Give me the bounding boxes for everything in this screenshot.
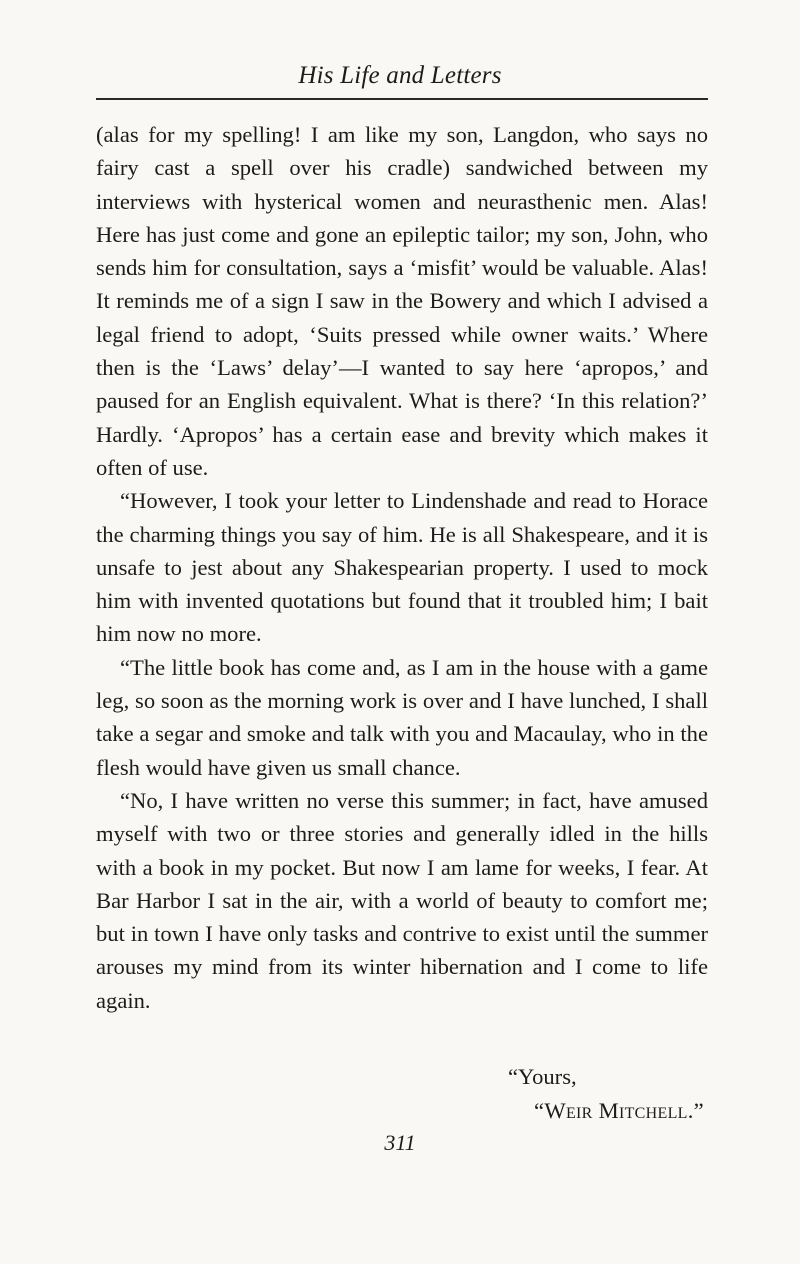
paragraph-1: (alas for my spelling! I am like my son, Langdon, who says no fairy cast a spell over his cradle) sandwiched between my interviews with hysterical women and neurasthenic men. Alas! Here has just come and gone an epileptic tailor; my son, John, who sends him for consultation, says a ‘misfit’ would be valuable. Alas! It reminds me of a sign I saw in the Bowery and which I advised a legal friend to adopt, ‘Suits pressed while owner waits.’ Where then is the ‘Laws’ delay’—I wanted to say here ‘apropos,’ and paused for an English equivalent. What is there? ‘In this relation?’ Hardly. ‘Apropos’ has a certain ease and brevity which makes it often of use. [96,122,708,480]
page-number: 311 [384,1130,416,1155]
running-head: His Life and Letters [298,62,502,89]
paragraph-4: “No, I have written no verse this summer; in fact, have amused myself with two or three stories and generally idled in the hills with a book in my pocket. But now I am lame for weeks, I fear. At Bar Harbor I sat in the air, with a world of beauty to comfort me; but in town I have only tasks and contrive to exist until the summer arouses my mind from its winter hibernation and I come to life again. [96,787,708,1013]
paragraph-3: “The little book has come and, as I am in the house with a game leg, so soon as the morning work is over and I have lunched, I shall take a segar and smoke and talk with you and Macaulay, who in the flesh would have given us small chance. [96,654,708,780]
letter-body [96,118,708,1017]
paragraph-2: “However, I took your letter to Lindenshade and read to Horace the charming things you say of him. He is all Shakespeare, and it is unsafe to jest about any Shakespearian property. I used to mock him with invented quotations but found that it troubled him; I bait him now no more. [96,488,708,647]
signature: “Weir Mitchell.” [534,1098,704,1123]
closing-salutation: “Yours, [508,1064,577,1089]
header-rule [96,98,708,100]
